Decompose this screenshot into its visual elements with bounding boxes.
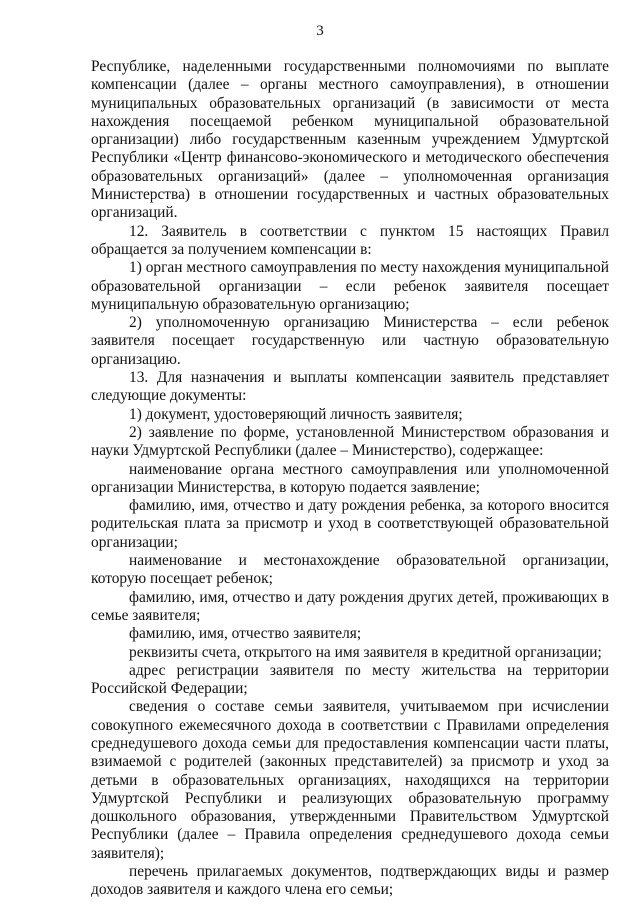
paragraph-item-13-2: 2) заявление по форме, установленной Министерством образования и науки Удмуртской Республики (далее – Министерство), содержащее:	[91, 423, 609, 460]
paragraph-field-address: адрес регистрации заявителя по месту жительства на территории Российской Федерации;	[91, 661, 609, 698]
paragraph-field-authority-name: наименование органа местного самоуправления или уполномоченной организации Министерства, в которую подается заявление;	[91, 460, 609, 496]
document-body	[91, 58, 609, 900]
paragraph-field-child-name: фамилию, имя, отчество и дату рождения ребенка, за которого вносится родительская плата за присмотр и уход в соответствующей образовательной организации;	[91, 497, 609, 551]
paragraph-item-13: 13. Для назначения и выплаты компенсации заявитель представляет следующие документы:	[91, 369, 609, 405]
paragraph-item-12: 12. Заявитель в соответствии с пунктом 15 настоящих Правил обращается за получением компенсации в:	[91, 222, 609, 258]
paragraph-item-13-1: 1) документ, удостоверяющий личность заявителя;	[129, 405, 463, 423]
paragraph-item-12-1: 1) орган местного самоуправления по месту нахождения муниципальной образовательной организации – если ребенок заявителя посещает муниципальную образовательную организацию;	[91, 259, 609, 313]
paragraph-field-applicant-name: фамилию, имя, отчество заявителя;	[129, 625, 362, 643]
paragraph-field-other-children: фамилию, имя, отчество и дату рождения других детей, проживающих в семье заявителя;	[91, 588, 609, 624]
paragraph-continuation: Республике, наделенными государственными полномочиями по выплате компенсации (далее – органы местного самоуправления), в отношении муниципальных образовательных организаций (в зависимости от места нахождения посещаемой ребенком муниципальной образовательной организации) либо государственным казенным учреждением Удмуртской Республики «Центр финансово-экономического и методического обеспечения образовательных организаций» (далее – уполномоченная организация Министерства) в отношении государственных и частных образовательных организаций.	[91, 58, 609, 222]
page-number: 3	[316, 23, 324, 39]
paragraph-field-documents-list: перечень прилагаемых документов, подтверждающих виды и размер доходов заявителя и каждого члена его семьи;	[91, 863, 609, 899]
paragraph-item-12-2: 2) уполномоченную организацию Министерства – если ребенок заявителя посещает государственную или частную образовательную организацию.	[91, 314, 609, 368]
paragraph-field-organization: наименование и местонахождение образовательной организации, которую посещает ребенок;	[91, 552, 609, 588]
paragraph-field-bank-account: реквизиты счета, открытого на имя заявителя в кредитной организации;	[129, 643, 602, 661]
paragraph-field-family-composition: сведения о составе семьи заявителя, учитываемом при исчислении совокупного ежемесячного дохода в соответствии с Правилами определения среднедушевого дохода семьи для предоставления компенсации части платы, взимаемой с родителей (законных представителей) за присмотр и уход за детьми в образовательных организациях, находящихся на территории Удмуртской Республики и реализующих образовательную программу дошкольного образования, утвержденными Правительством Удмуртской Республики (далее – Правила определения среднедушевого дохода семьи заявителя);	[91, 698, 609, 862]
